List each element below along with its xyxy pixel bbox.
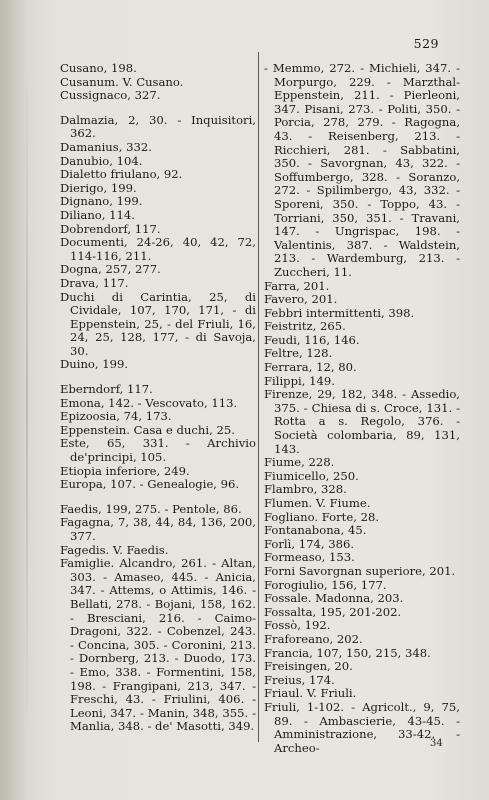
index-entry: Filippi, 149.	[264, 373, 335, 388]
index-entry: Eberndorf, 117.	[60, 382, 153, 397]
index-entry: Favero, 201.	[264, 292, 338, 307]
index-entry: Emona, 142. - Vescovato, 113.	[60, 395, 238, 410]
index-entry: Flambro, 328.	[264, 482, 347, 497]
index-entry: Damanius, 332.	[60, 139, 152, 154]
index-entry: Farra, 201.	[264, 278, 330, 293]
index-entry: Forogiulio, 156, 177.	[264, 577, 387, 592]
index-entry: Danubio, 104.	[60, 153, 143, 168]
page-shadow	[26, 60, 28, 740]
index-entry: - Memmo, 272. - Michieli, 347. - Morpurgo, 229. - Marzthal-Eppenstein, 211. - Pierleoni, 347. Pisani, 273. - Politi, 350. - Porcia, 278, 279. - Ragogna, 43. - Reisenberg, 213. - Ricchieri, 281. - Sabbatini, 350. - Savorgnan, 43, 322. - Soffumbergo, 328. - Soranzo, 272. - Spilimbergo, 43, 332. - Sporeni, 350. - Toppo, 43. - Torriani, 350, 351. - Travani, 147. - Ungrispac, 198. - Valentinis, 387. - Waldstein, 213. - Wardemburg, 213. - Zuccheri, 11.	[264, 61, 460, 279]
index-entry: Friaul. V. Friuli.	[264, 686, 357, 701]
column-divider	[258, 52, 259, 742]
index-entry: Faedis, 199, 275. - Pentole, 86.	[60, 501, 242, 516]
index-entry: Documenti, 24-26, 40, 42, 72, 114-116, 211.	[60, 235, 256, 263]
index-entry: Dierigo, 199.	[60, 180, 137, 195]
index-entry: Dialetto friulano, 92.	[60, 167, 183, 182]
index-entry: Epizoosia, 74, 173.	[60, 409, 172, 424]
index-entry: Dogna, 257, 277.	[60, 262, 161, 277]
page-number: 529	[413, 36, 439, 51]
index-entry: Famiglie. Alcandro, 261. - Altan, 303. - Amaseo, 445. - Anicia, 347. - Attems, o Attimis, 146. - Bellati, 278. - Bojani, 158, 162. - Bresciani, 216. - Caimo-Dragoni, 322. - Cobenzel, 243. - Concina, 305. - Coronini, 213. - Dornberg, 213. - Duodo, 173. - Emo, 338. - Formentini, 158, 198. - Frangipani, 213, 347. - Freschi, 43. - Friulini, 406. - Leoni, 347. - Manin, 348, 355. - Manlia, 348. - de' Masotti, 349.	[60, 556, 256, 734]
index-entry: Etiopia inferiore, 249.	[60, 463, 190, 478]
index-entry: Fagagna, 7, 38, 44, 84, 136, 200, 377.	[60, 515, 256, 543]
index-entry: Europa, 107. - Genealogie, 96.	[60, 477, 240, 492]
index-entry: Cussignaco, 327.	[60, 88, 161, 103]
index-entry: Fiume, 228.	[264, 455, 335, 470]
index-entry: Fagedis. V. Faedis.	[60, 542, 169, 557]
right-index-column	[264, 62, 460, 755]
index-entry: Fossale. Madonna, 203.	[264, 591, 404, 606]
index-entry: Fiumicello, 250.	[264, 468, 359, 483]
index-entry: Freius, 174.	[264, 672, 335, 687]
index-entry: Diliano, 114.	[60, 207, 135, 222]
index-entry: Friuli, 1-102. - Agricolt., 9, 75, 89. - Ambascierie, 43-45. - Amministrazione, 33-42. - Archeo-	[264, 699, 460, 755]
index-entry: Formeaso, 153.	[264, 550, 355, 565]
index-entry: Cusanum. V. Cusano.	[60, 74, 184, 89]
index-entry: Duino, 199.	[60, 357, 129, 372]
index-entry: Freisingen, 20.	[264, 659, 353, 674]
index-entry: Feltre, 128.	[264, 346, 333, 361]
index-entry: Fogliano. Forte, 28.	[264, 509, 380, 524]
index-entry: Dobrendorf, 117.	[60, 221, 161, 236]
index-entry: Duchi di Carintia, 25, di Cividale, 107, 170, 171, - di Eppenstein, 25, - del Friuli, 16, 24, 25, 128, 177, - di Savoja, 30.	[60, 289, 256, 358]
index-entry: Feistritz, 265.	[264, 319, 346, 334]
index-entry: Febbri intermittenti, 398.	[264, 305, 415, 320]
index-entry: Dalmazia, 2, 30. - Inquisitori, 362.	[60, 112, 256, 141]
index-entry: Eppenstein. Casa e duchi, 25.	[60, 422, 235, 437]
left-index-column	[60, 62, 256, 734]
index-entry: Fossò, 192.	[264, 618, 331, 633]
index-entry: Francia, 107, 150, 215, 348.	[264, 645, 431, 660]
index-entry: Drava, 117.	[60, 275, 129, 290]
index-entry: Forlì, 174, 386.	[264, 536, 355, 551]
index-entry: Ferrara, 12, 80.	[264, 360, 357, 375]
signature-mark: 34	[430, 738, 443, 749]
index-entry: Fontanabona, 45.	[264, 523, 367, 538]
index-entry: Fossalta, 195, 201-202.	[264, 604, 402, 619]
index-entry: Feudi, 116, 146.	[264, 332, 360, 347]
index-entry: Cusano, 198.	[60, 61, 137, 75]
index-entry: Dignano, 199.	[60, 194, 143, 209]
index-entry: Fraforeano, 202.	[264, 631, 363, 646]
index-entry: Flumen. V. Fiume.	[264, 496, 371, 510]
index-entry: Forni Savorgnan superiore, 201.	[264, 563, 456, 578]
index-entry: Firenze, 29, 182, 348. - Assedio, 375. - Chiesa di s. Croce, 131. - Rotta a s. Regolo, 376. - Società colombaria, 89, 131, 143.	[264, 387, 460, 456]
index-entry: Este, 65, 331. - Archivio de'principi, 105.	[60, 436, 256, 465]
